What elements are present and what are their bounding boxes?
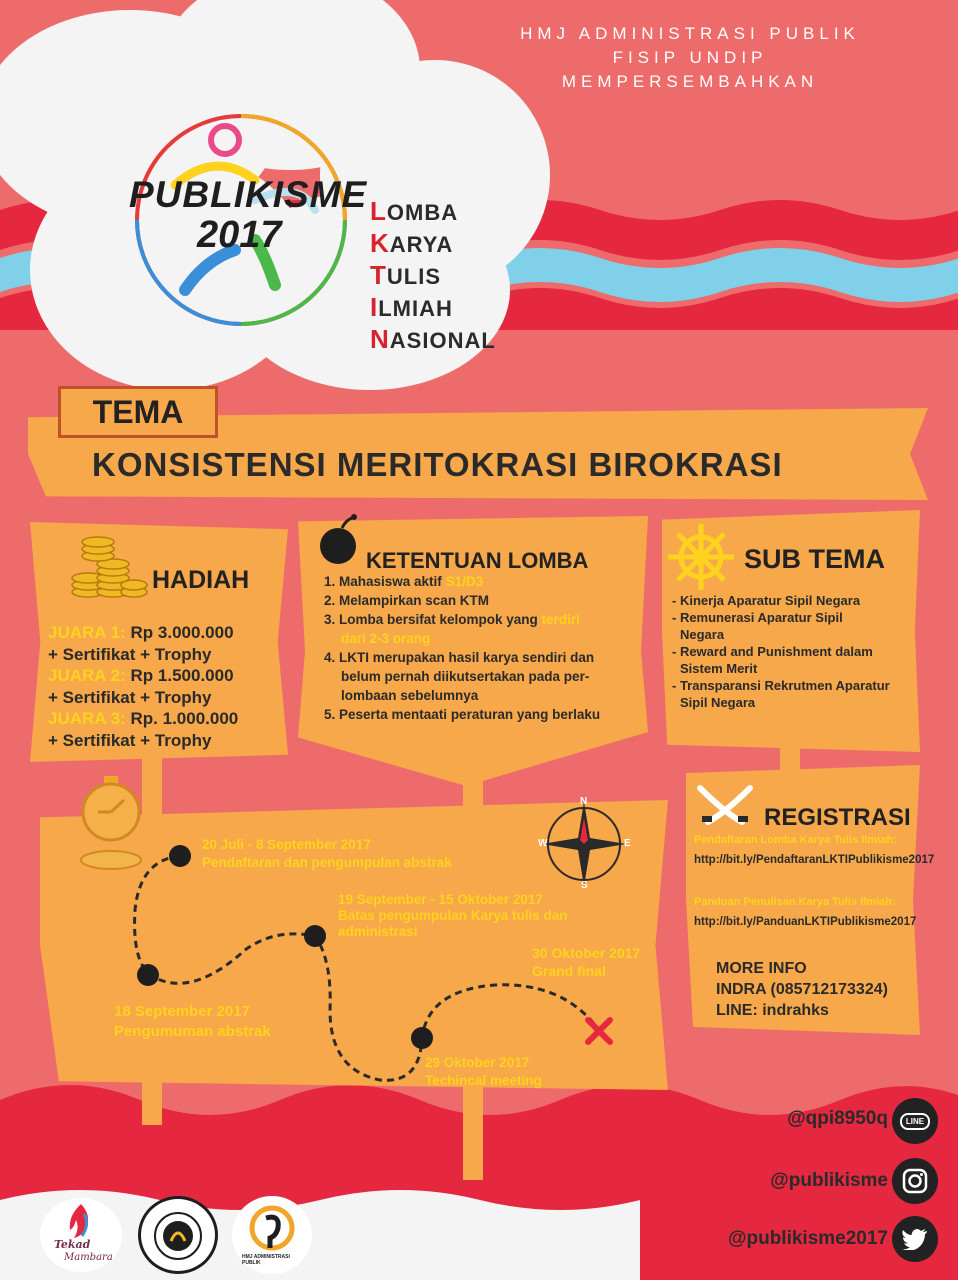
registrasi-label2: Panduan Penulisan Karya Tulis Ilmiah:: [694, 896, 896, 908]
org-line3: MEMPERSEMBAHKAN: [561, 72, 819, 91]
timeline-event: Batas pengumpulan Karya tulis dan: [338, 908, 568, 923]
registrasi-link1[interactable]: http://bit.ly/PendaftaranLKTIPublikisme2017: [694, 854, 935, 866]
timeline-date: 18 September 2017: [114, 1003, 250, 1020]
timeline-date: 30 Oktober 2017: [532, 945, 641, 961]
organizer-header: [480, 22, 900, 94]
lkti-acronym: [370, 196, 496, 356]
lkti-line: LOMBA: [370, 196, 459, 226]
logo-title: PUBLIKISME: [129, 174, 368, 215]
compass-w: W: [538, 838, 548, 849]
lkti-line: NASIONAL: [370, 324, 496, 354]
undip-seal-icon: [153, 1211, 203, 1261]
lkti-line: KARYA: [370, 228, 454, 258]
timeline-item: [202, 836, 452, 872]
org-line2: FISIP UNDIP: [612, 48, 768, 67]
timeline-item: [532, 944, 640, 980]
registrasi-link2[interactable]: http://bit.ly/PanduanLKTIPublikisme2017: [694, 916, 917, 928]
social-instagram-handle[interactable]: @publikisme: [770, 1170, 888, 1191]
twitter-icon[interactable]: [892, 1216, 938, 1262]
timeline-item: [114, 1002, 271, 1042]
timeline-event: Pendaftaran dan pengumpulan abstrak: [202, 855, 452, 870]
subtema-list: - Kinerja Aparatur Sipil Negara - Remunerasi Aparatur Sipil Negara - Reward and Punishment dalam Sistem Merit - Transparansi Rekrutmen Aparatur Sipil Negara: [672, 593, 890, 710]
publikisme-logo: [125, 110, 368, 330]
compass-s: S: [581, 880, 588, 891]
instagram-icon[interactable]: [892, 1158, 938, 1204]
hadiah-title: HADIAH: [152, 566, 250, 594]
org-line1: HMJ ADMINISTRASI PUBLIK: [520, 24, 860, 43]
social-twitter-handle[interactable]: @publikisme2017: [727, 1228, 888, 1249]
lkti-line: TULIS: [370, 260, 442, 290]
hmj-logo-icon: [246, 1204, 298, 1254]
timeline-event: Grand final: [532, 963, 606, 979]
more-info: MORE INFO INDRA (085712173324) LINE: indrahks: [716, 960, 888, 1019]
social-line-handle[interactable]: @qpi8950q: [787, 1108, 888, 1129]
tema-label: TEMA: [58, 386, 218, 438]
timeline-event: Pengumuman abstrak: [114, 1023, 271, 1040]
registrasi-title: REGISTRASI: [764, 804, 911, 831]
timeline-item: [338, 892, 568, 940]
ketentuan-list: 1. Mahasiswa aktif S1/D3 2. Melampirkan scan KTM 3. Lomba bersifat kelompok yang terdiri dari 2-3 orang 4. LKTI merupakan hasil karya sendiri dan belum pernah diikutsertakan pada per- lombaan sebelumnya 5. Peserta mentaati peraturan yang berlaku: [324, 574, 601, 722]
tema-text: KONSISTENSI MERITOKRASI BIROKRASI: [92, 446, 783, 483]
timeline-date: 29 Oktober 2017: [425, 1055, 530, 1070]
registrasi-label1: Pendaftaran Lomba Karya Tulis Ilmiah:: [694, 834, 897, 846]
flame-icon: [68, 1204, 94, 1240]
coins-icon: [68, 530, 148, 600]
timeline-item: [425, 1054, 542, 1090]
hadiah-list: JUARA 1: Rp 3.000.000 + Sertifikat + Trophy JUARA 2: Rp 1.500.000 + Sertifikat + Trophy JUARA 3: Rp. 1.000.000 + Sertifikat + Trophy: [48, 623, 239, 750]
lkti-line: ILMIAH: [370, 292, 453, 322]
logo-year: 2017: [197, 214, 282, 256]
timeline-date: 20 Juli - 8 September 2017: [202, 837, 371, 852]
crossed-swords-icon: [694, 782, 756, 826]
bomb-icon: [318, 514, 362, 566]
compass-e: E: [624, 838, 631, 849]
subtema-title: SUB TEMA: [744, 544, 885, 574]
ketentuan-title: KETENTUAN LOMBA: [366, 548, 589, 573]
timeline-date: 19 September - 15 Oktober 2017: [338, 892, 543, 907]
ship-wheel-icon: [666, 522, 736, 592]
timeline-event: Techincal meeting: [425, 1073, 542, 1088]
compass-n: N: [580, 796, 588, 807]
timeline-event: administrasi: [338, 924, 418, 939]
sponsor-logo-tekad-mambara: Tekad Mambara: [40, 1198, 122, 1272]
sponsor-logo-undip: [138, 1196, 218, 1274]
sponsor-logo-hmj: HMJ ADMINISTRASI PUBLIK: [232, 1196, 312, 1274]
line-icon[interactable]: LINE: [892, 1098, 938, 1144]
